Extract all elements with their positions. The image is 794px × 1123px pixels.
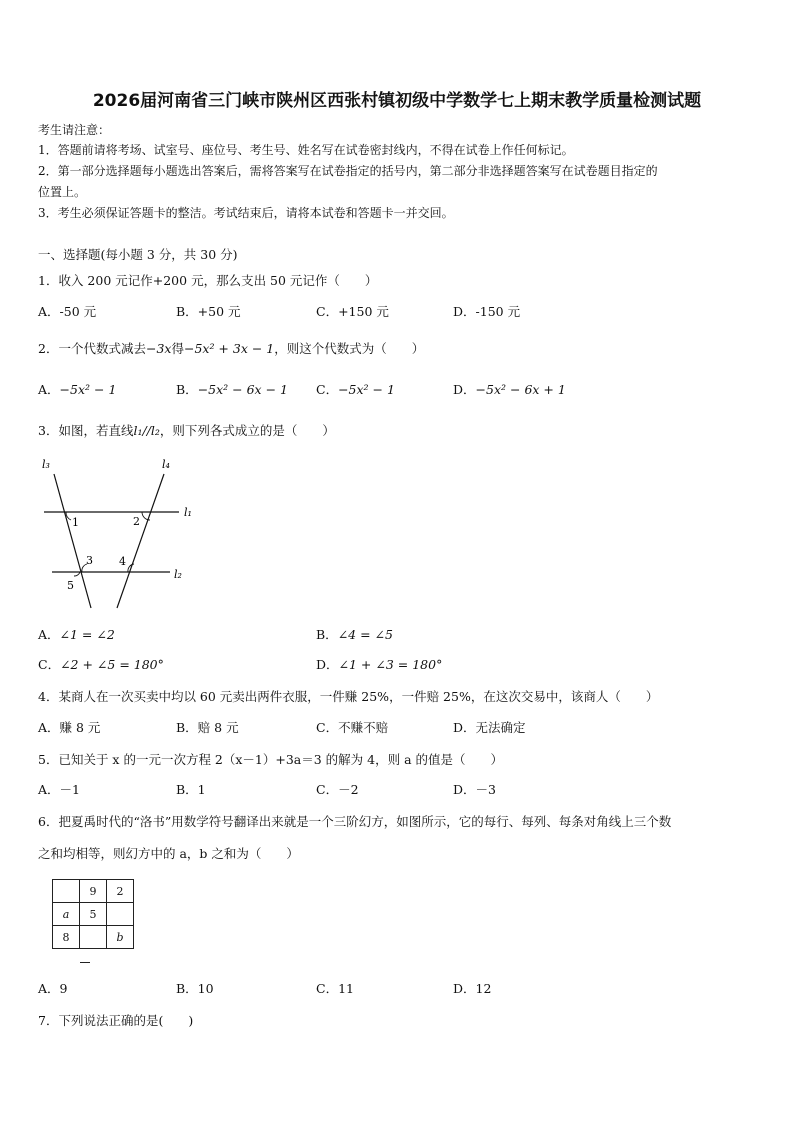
q3-option-a: A．∠1 = ∠2: [38, 627, 115, 642]
label-l1: l₁: [184, 506, 192, 519]
magic-square-cell: 5: [80, 903, 107, 926]
q3-option-d: D．∠1 + ∠3 = 180°: [316, 657, 443, 672]
line-l4: [117, 474, 164, 608]
question-4-stem: 4．某商人在一次买卖中均以 60 元卖出两件衣服，一件赚 25%，一件赔 25%，在这次交易中，该商人（ ）: [38, 689, 659, 704]
q4-option-a: A．赚 8 元: [38, 720, 101, 735]
q4-option-b: B．赔 8 元: [176, 720, 239, 735]
q3-option-b: B．∠4 = ∠5: [316, 627, 393, 642]
magic-square-cell: [107, 903, 134, 926]
question-5-stem: 5．已知关于 x 的一元一次方程 2（x－1）+3a＝3 的解为 4，则 a 的值是（ ）: [38, 752, 504, 767]
section-heading: 一、选择题(每小题 3 分，共 30 分): [38, 247, 238, 262]
q3-expression: l₁//l₂: [133, 423, 160, 438]
magic-square-cell: [80, 926, 107, 949]
q6-option-b: B．10: [176, 981, 214, 996]
label-l2: l₂: [174, 568, 182, 581]
q1-option-a: A．-50 元: [38, 304, 97, 319]
magic-square-cell: b: [107, 926, 134, 949]
magic-square-cell: a: [53, 903, 80, 926]
q1-option-b: B．+50 元: [176, 304, 241, 319]
q6-option-c: C．11: [316, 981, 354, 996]
q2-expression: −3x: [145, 341, 172, 356]
q2-option-b: B．−5x² − 6x − 1: [176, 382, 288, 397]
question-7-stem: 7．下列说法正确的是( ): [38, 1013, 194, 1028]
label-angle-3: 3: [86, 554, 93, 567]
label-l3: l₃: [42, 458, 50, 471]
angle-5-arc: [74, 572, 80, 576]
label-angle-5: 5: [67, 579, 74, 592]
question-1-stem: 1．收入 200 元记作+200 元，那么支出 50 元记作（ ）: [38, 273, 378, 288]
q3-option-c: C．∠2 + ∠5 = 180°: [38, 657, 164, 672]
note-item: 3．考生必须保证答题卡的整洁。考试结束后，请将本试卷和答题卡一并交回。: [38, 206, 454, 220]
q6-option-d: D．12: [453, 981, 492, 996]
question-6-stem-line2: 之和均相等，则幻方中的 a，b 之和为（ ）: [38, 846, 299, 861]
q3-stem-part: 3．如图，若直线: [38, 423, 134, 438]
q1-option-c: C．+150 元: [316, 304, 389, 319]
q6-option-a: A．9: [38, 981, 68, 996]
q2-stem-part: 得: [171, 341, 184, 356]
question-3-stem: [38, 421, 335, 439]
label-angle-2: 2: [133, 515, 140, 528]
q1-option-d: D．-150 元: [453, 304, 521, 319]
q2-expression: −5x² + 3x − 1: [183, 341, 275, 356]
q2-option-c: C．−5x² − 1: [316, 382, 395, 397]
q2-option-d: D．−5x² − 6x + 1: [453, 382, 566, 397]
q5-option-b: B．1: [176, 782, 206, 797]
page-title: 2026届河南省三门峡市陕州区西张村镇初级中学数学七上期末教学质量检测试题: [92, 91, 702, 111]
q4-option-c: C．不赚不赔: [316, 720, 389, 735]
q4-option-d: D．无法确定: [453, 720, 526, 735]
q2-stem-part: 2．一个代数式减去: [38, 341, 146, 356]
q3-stem-part: ，则下列各式成立的是（ ）: [159, 423, 335, 438]
magic-square-cell: [53, 880, 80, 903]
magic-square: [52, 879, 134, 949]
magic-square-mark: [80, 962, 90, 963]
question-2-stem: [38, 339, 424, 357]
question-6-stem-line1: 6．把夏禹时代的“洛书”用数学符号翻译出来就是一个三阶幻方，如图所示，它的每行、每列、每条对角线上三个数: [38, 814, 672, 829]
label-l4: l₄: [162, 458, 170, 471]
note-item: 位置上。: [38, 185, 87, 199]
note-item: 2．第一部分选择题每小题选出答案后，需将答案写在试卷指定的括号内，第二部分非选择题答案写在试卷题目指定的: [38, 164, 658, 178]
note-item: 1．答题前请将考场、试室号、座位号、考生号、姓名写在试卷密封线内，不得在试卷上作任何标记。: [38, 143, 574, 157]
q5-option-c: C．－2: [316, 782, 359, 797]
notes-heading: 考生请注意：: [38, 123, 111, 137]
q2-stem-part: ，则这个代数式为（ ）: [274, 341, 425, 356]
label-angle-1: 1: [72, 516, 79, 529]
parallel-lines-figure: [34, 450, 204, 615]
q5-option-d: D．－3: [453, 782, 496, 797]
magic-square-cell: 8: [53, 926, 80, 949]
label-angle-4: 4: [119, 555, 126, 568]
magic-square-cell: 9: [80, 880, 107, 903]
q2-option-a: A．−5x² − 1: [38, 382, 117, 397]
q5-option-a: A．－1: [38, 782, 80, 797]
magic-square-cell: 2: [107, 880, 134, 903]
